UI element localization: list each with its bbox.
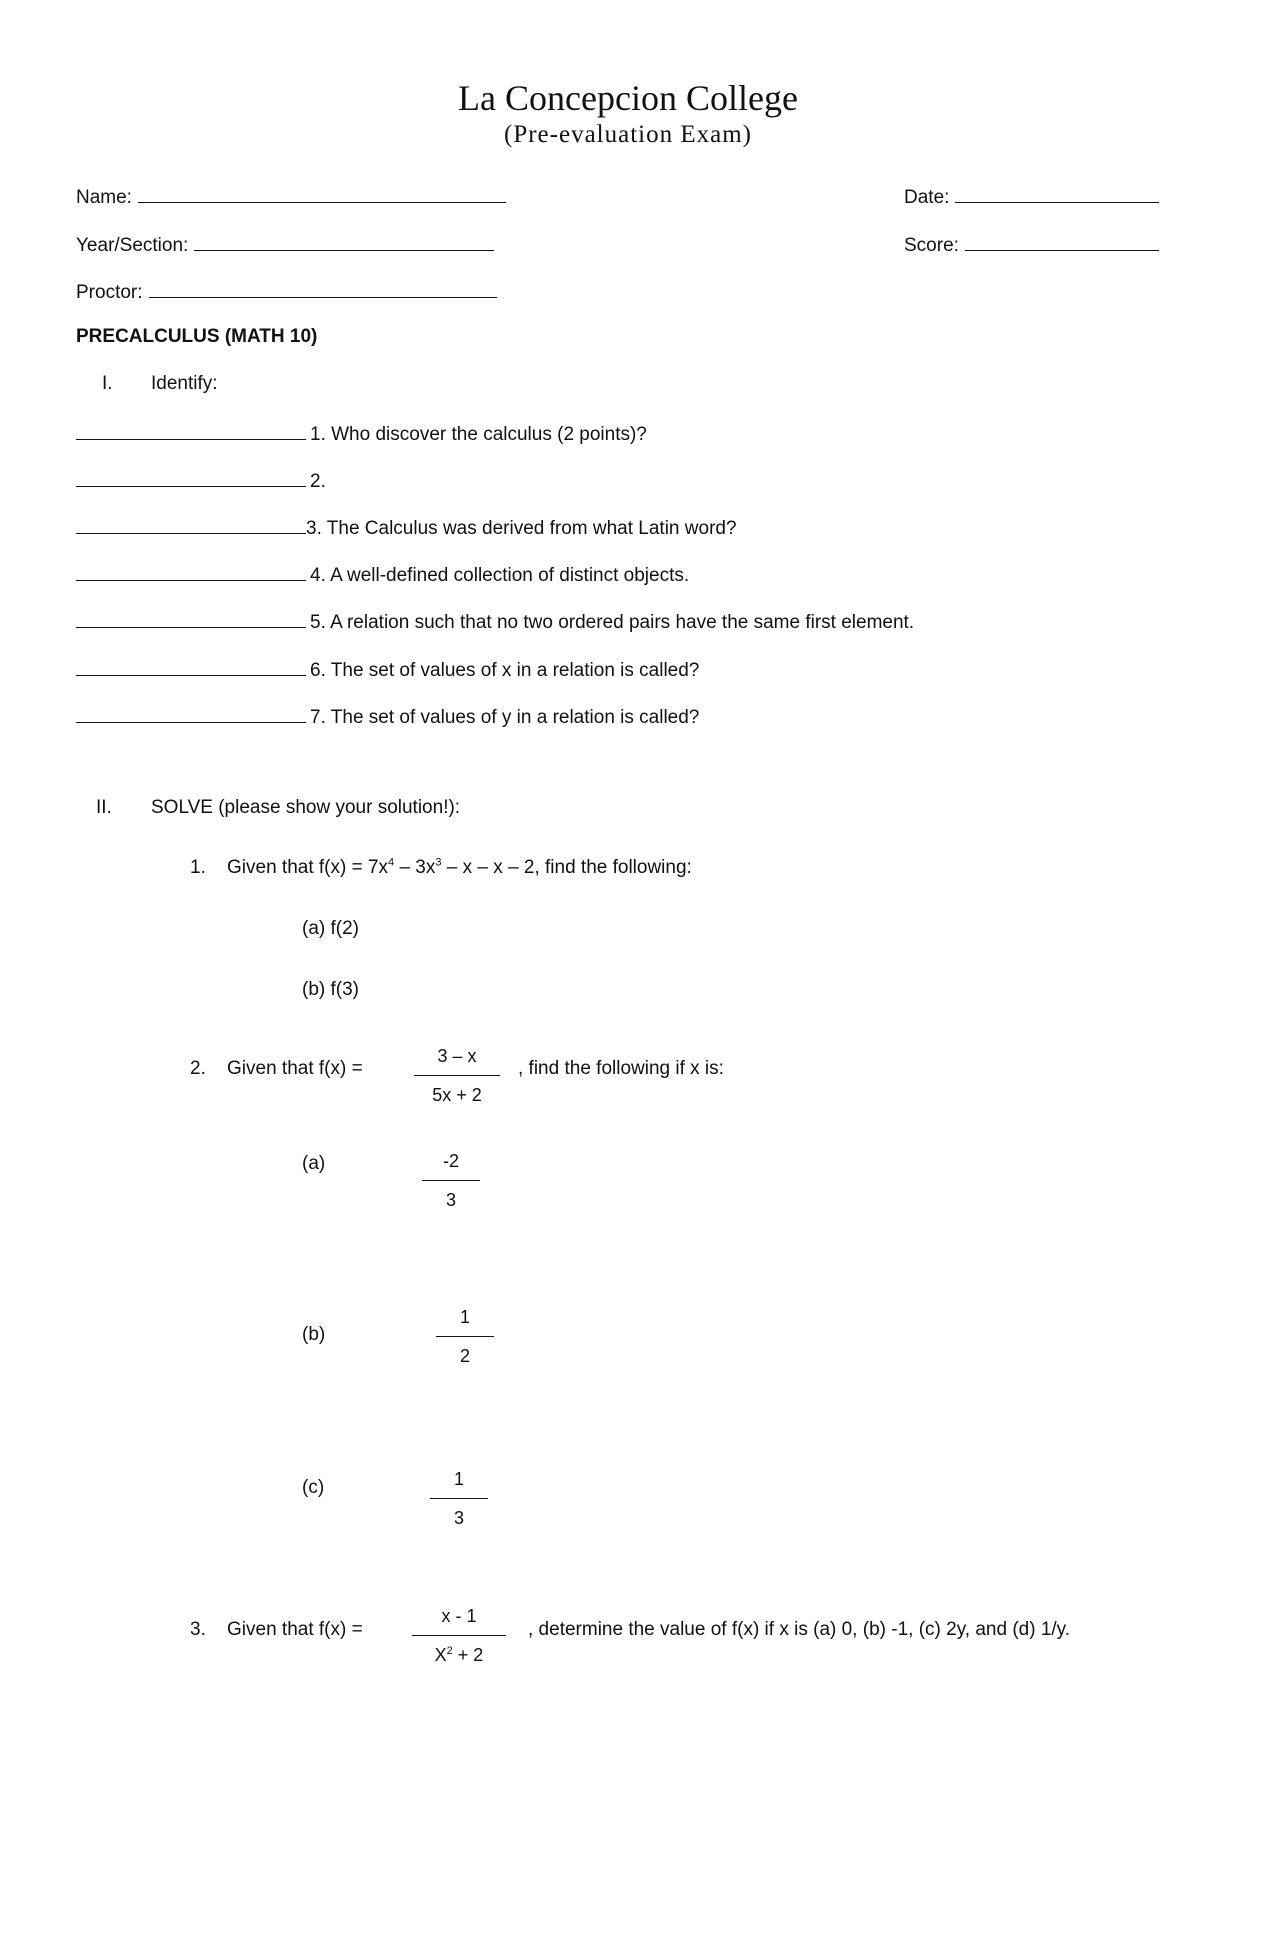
fraction-bar	[430, 1498, 488, 1499]
score-label: Score:	[904, 235, 959, 256]
q3-suffix: , determine the value of f(x) if x is (a) 0, (b) -1, (c) 2y, and (d) 1/y.	[528, 1619, 1071, 1640]
q2-part-label: (a)	[302, 1153, 326, 1174]
q2-part-fraction: -2 3	[422, 1152, 480, 1209]
part2-numeral: II.	[96, 797, 112, 818]
q1-part-a: (a) f(2)	[302, 918, 359, 939]
exam-subtitle: (Pre-evaluation Exam)	[504, 121, 752, 148]
proctor-blank[interactable]	[149, 279, 497, 298]
part1-numeral: I.	[102, 373, 113, 394]
q2-numerator: 3 – x	[437, 1046, 477, 1066]
answer-blank[interactable]	[76, 468, 306, 487]
identify-item: 1. Who discover the calculus (2 points)?	[76, 421, 647, 444]
identify-item: 4. A well-defined collection of distinct objects.	[76, 562, 689, 585]
q3-denominator: $X^2 + 2$	[434, 1645, 484, 1665]
q2-part-fraction: 1 2	[436, 1308, 494, 1365]
q3-text: Given that f(x) =	[227, 1619, 363, 1640]
q1-part-b: (b) f(3)	[302, 979, 359, 1000]
year-section-field[interactable]	[76, 232, 494, 255]
identify-item: 6. The set of values of x in a relation is called?	[76, 657, 699, 680]
date-label: Date:	[904, 187, 950, 208]
q1-number: 1.	[190, 857, 206, 878]
q1-text: Given that $f(x) = 7x^4 - 3x^3 - x - x - 2$, find the following:	[227, 856, 692, 878]
name-label: Name:	[76, 187, 132, 208]
identify-item: 5. A relation such that no two ordered pairs have the same first element.	[76, 609, 914, 632]
subject-heading: PRECALCULUS (MATH 10)	[76, 326, 318, 347]
date-field[interactable]	[904, 184, 1159, 207]
q2-part-fraction: 1 3	[430, 1470, 488, 1527]
q2-text: Given that f(x) =	[227, 1058, 363, 1079]
answer-blank[interactable]	[76, 657, 306, 676]
answer-blank[interactable]	[76, 562, 306, 581]
q3-fraction	[412, 1607, 506, 1664]
part2-heading: SOLVE (please show your solution!):	[151, 797, 461, 818]
q2-part-label: (c)	[302, 1477, 325, 1498]
q2-suffix: , find the following if x is:	[518, 1058, 724, 1079]
identify-item: 7. The set of values of y in a relation is called?	[76, 704, 699, 727]
year-section-label: Year/Section:	[76, 235, 189, 256]
fraction-bar	[422, 1180, 480, 1181]
fraction-bar	[436, 1336, 494, 1337]
fraction-bar	[414, 1075, 500, 1076]
fraction-bar	[412, 1635, 506, 1636]
name-field[interactable]	[76, 184, 506, 207]
q2-denominator: 5x + 2	[432, 1085, 482, 1105]
identify-item: 3. The Calculus was derived from what Latin word?	[76, 515, 737, 538]
year-section-blank[interactable]	[194, 232, 494, 251]
q2-number: 2.	[190, 1058, 206, 1079]
answer-blank[interactable]	[76, 421, 306, 440]
proctor-field[interactable]	[76, 279, 497, 302]
q3-numerator: x - 1	[441, 1606, 477, 1626]
answer-blank[interactable]	[76, 515, 306, 534]
answer-blank[interactable]	[76, 704, 306, 723]
score-blank[interactable]	[965, 232, 1159, 251]
identify-item: 2.	[76, 468, 326, 491]
proctor-label: Proctor:	[76, 282, 143, 303]
q2-part-label: (b)	[302, 1324, 326, 1345]
part1-heading: Identify:	[151, 373, 218, 394]
score-field[interactable]	[904, 232, 1159, 255]
q2-fraction	[414, 1047, 500, 1104]
college-title: La Concepcion College	[458, 78, 798, 118]
name-blank[interactable]	[138, 184, 506, 203]
q3-number: 3.	[190, 1619, 206, 1640]
answer-blank[interactable]	[76, 609, 306, 628]
date-blank[interactable]	[955, 184, 1159, 203]
